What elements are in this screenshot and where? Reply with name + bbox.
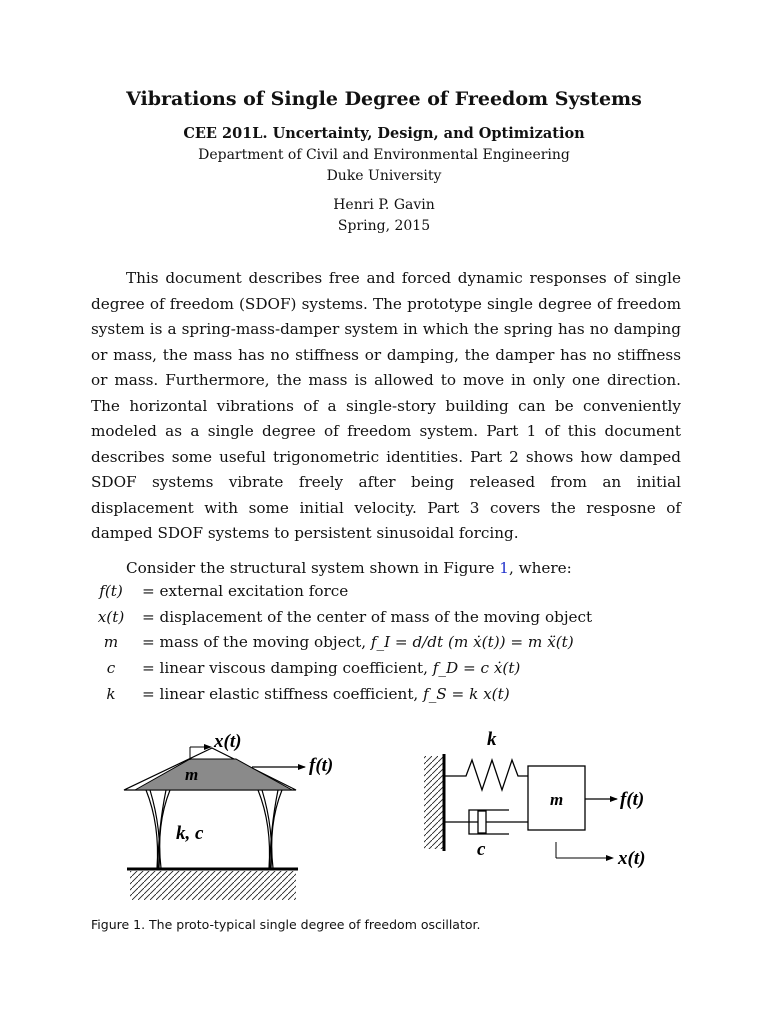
spring-label: k xyxy=(487,729,497,750)
definition-text xyxy=(142,633,574,651)
author: Henri P. Gavin xyxy=(333,197,435,213)
right-column xyxy=(258,790,282,868)
intro-paragraph: This document describes free and forced dynamic responses of single degree of freedom (SDOF) systems. The prototype single degree of freedom system is a spring-mass-damper system in which the spring has no damping or mass, the mass has no stiffness or damping, the damper has no stiffness or mass. Furthermore, the mass is allowed to move in only one direction. The horizontal vibrations of a single-story building can be conveniently modeled as a single degree of freedom system. Part 1 of this document describes some useful trigonometric identities. Part 2 shows how damped SDOF systems vibrate freely after being released from an initial displacement with some initial velocity. Part 3 covers the resposne of damped SDOF systems to persistent sinusoidal forcing. xyxy=(91,269,681,542)
displacement-label-right: x(t) xyxy=(618,848,646,869)
paper-title: Vibrations of Single Degree of Freedom Systems xyxy=(126,88,642,110)
definition-text xyxy=(142,685,510,703)
university: Duke University xyxy=(326,168,442,184)
left-column xyxy=(146,790,170,868)
mass-label: m xyxy=(185,765,199,784)
definition-text: = displacement of the center of mass of the moving object xyxy=(142,608,593,626)
definition-symbol: m xyxy=(103,633,119,651)
building-frame xyxy=(124,731,333,900)
date: Spring, 2015 xyxy=(337,218,431,234)
definition-text: = external excitation force xyxy=(142,582,349,600)
definition-text-body: = linear elastic stiffness coefficient, xyxy=(142,685,419,703)
consider-sentence xyxy=(126,559,572,577)
damper-piston xyxy=(478,811,486,833)
figure-link[interactable]: 1 xyxy=(499,559,509,577)
spring xyxy=(444,760,528,790)
definition-text xyxy=(142,659,520,677)
definition-symbol: x(t) xyxy=(97,608,125,626)
displacement-label: x(t) xyxy=(214,731,242,752)
damper-label: c xyxy=(477,839,486,860)
stiffness-damping-label: k, c xyxy=(176,823,204,844)
consider-text: Consider the structural system shown in Figure xyxy=(126,559,500,577)
definition-text-body: = linear viscous damping coefficient, xyxy=(142,659,428,677)
wall-hatch xyxy=(424,756,444,849)
force-label: f(t) xyxy=(309,755,334,776)
consider-text-end: , where: xyxy=(508,559,572,577)
department: Department of Civil and Environmental Engineering xyxy=(198,147,570,163)
definition-symbol: k xyxy=(106,685,116,703)
equation-damping: f_D = c ẋ(t) xyxy=(432,659,521,677)
equation-inertia: f_I = d/dt (m ẋ(t)) = m ẍ(t) xyxy=(370,633,574,651)
definition-text-body: = mass of the moving object, xyxy=(142,633,367,651)
course-name: CEE 201L. Uncertainty, Design, and Optimization xyxy=(183,125,585,142)
force-label-right: f(t) xyxy=(620,789,645,810)
definition-symbol: c xyxy=(106,659,116,677)
spring-mass-damper xyxy=(424,729,645,869)
mass-label-right: m xyxy=(550,790,564,809)
figure-caption: Figure 1. The proto-typical single degree of freedom oscillator. xyxy=(91,917,481,932)
ground-hatch xyxy=(130,871,296,900)
equation-stiffness: f_S = k x(t) xyxy=(423,685,510,703)
definition-symbol: f(t) xyxy=(99,582,123,600)
oscillator-figure xyxy=(0,720,768,900)
